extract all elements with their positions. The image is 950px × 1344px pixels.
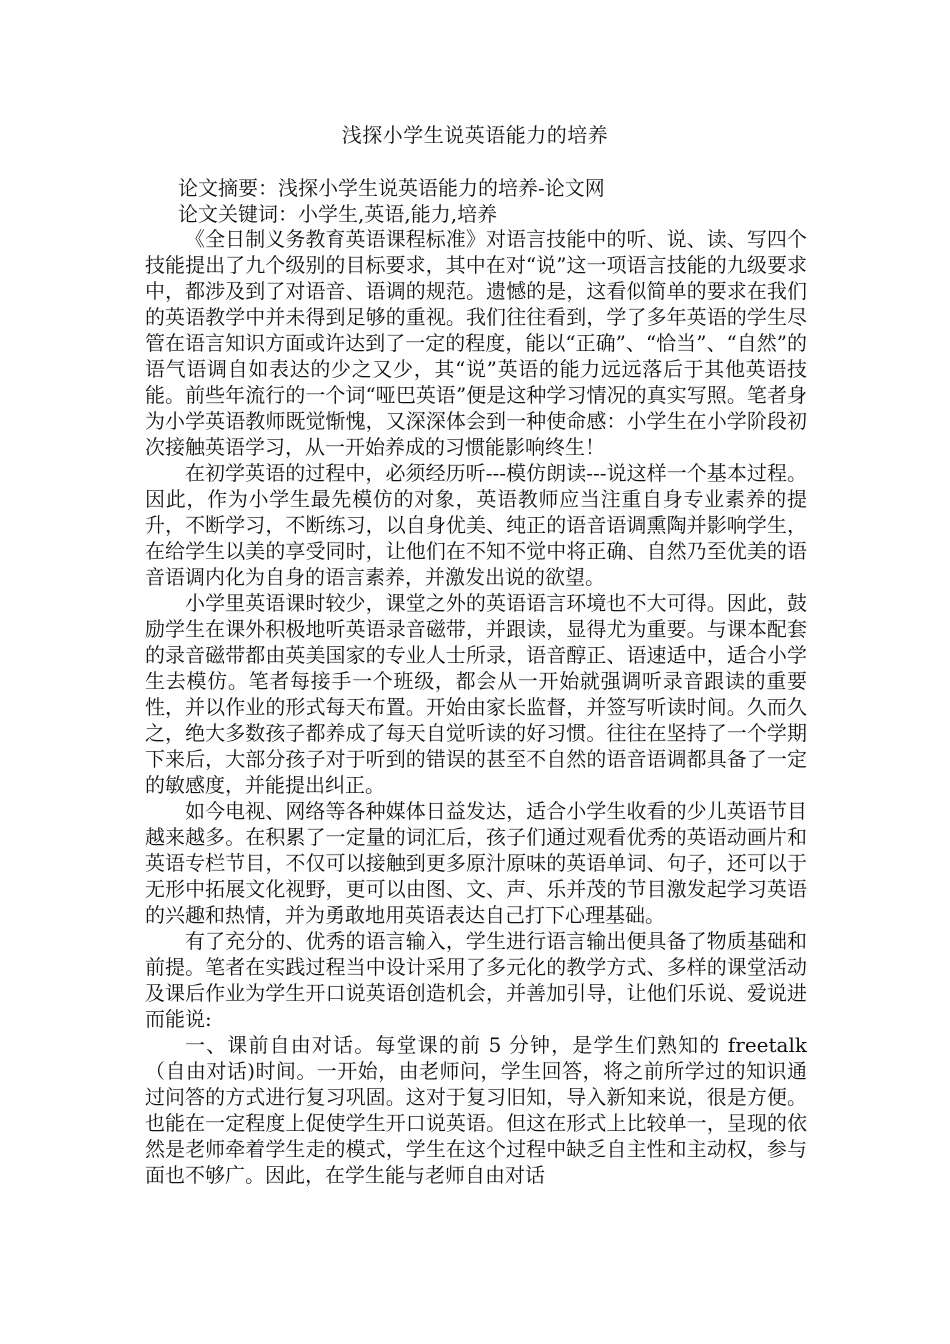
paragraph: 在初学英语的过程中，必须经历听---模仿朗读---说这样一个基本过程。因此，作为小学生最先模仿的对象，英语教师应当注重自身专业素养的提升，不断学习，不断练习，以自身优美、纯正的语音语调熏陶并影响学生，在给学生以美的享受同时，让他们在不知不觉中将正确、自然乃至优美的语音语调内化为自身的语言素养，并激发出说的欲望。 xyxy=(145,461,807,589)
paragraph: 《全日制义务教育英语课程标准》对语言技能中的听、说、读、写四个技能提出了九个级别的目标要求，其中在对“说”这一项语言技能的九级要求中，都涉及到了对语音、语调的规范。遗憾的是，这看似简单的要求在我们的英语教学中并未得到足够的重视。我们往往看到，学了多年英语的学生尽管在语言知识方面或许达到了一定的程度，能以“正确”、“恰当”、“自然”的语气语调自如表达的少之又少，其“说”英语的能力远远落后于其他英语技能。前些年流行的一个词“哑巴英语”便是这种学习情况的真实写照。笔者身为小学英语教师既觉惭愧，又深深体会到一种使命感：小学生在小学阶段初次接触英语学习，从一开始养成的习惯能影响终生！ xyxy=(145,227,807,459)
keywords-line: 论文关键词：小学生,英语,能力,培养 xyxy=(178,202,498,226)
paragraph: 小学里英语课时较少，课堂之外的英语语言环境也不大可得。因此，鼓励学生在课外积极地听英语录音磁带，并跟读，显得尤为重要。与课本配套的录音磁带都由英美国家的专业人士所录，语音醇正、语速适中，适合小学生去模仿。笔者每接手一个班级，都会从一开始就强调听录音跟读的重要性，并以作业的形式每天布置。开始由家长监督，并签写听读时间。久而久之，绝大多数孩子都养成了每天自觉听读的好习惯。往往在坚持了一个学期下来后，大部分孩子对于听到的错误的甚至不自然的语音语调都具备了一定的敏感度，并能提出纠正。 xyxy=(145,591,807,797)
paragraph: 有了充分的、优秀的语言输入，学生进行语言输出便具备了物质基础和前提。笔者在实践过程当中设计采用了多元化的教学方式、多样的课堂活动及课后作业为学生开口说英语创造机会，并善加引导，让他们乐说、爱说进而能说: xyxy=(145,929,807,1031)
paragraph: 如今电视、网络等各种媒体日益发达，适合小学生收看的少儿英语节目越来越多。在积累了一定量的词汇后，孩子们通过观看优秀的英语动画片和英语专栏节目，不仅可以接触到更多原汁原味的英语单词、句子，还可以于无形中拓展文化视野，更可以由图、文、声、乐并茂的节目激发起学习英语的兴趣和热情，并为勇敢地用英语表达自己打下心理基础。 xyxy=(145,799,807,927)
document-body xyxy=(145,226,807,1188)
paragraph: 一、课前自由对话。每堂课的前 5 分钟，是学生们熟知的 freetalk（自由对话)时间。一开始，由老师问，学生回答，将之前所学过的知识通过问答的方式进行复习巩固。这对于复习旧知，导入新知来说，很是方便。也能在一定程度上促使学生开口说英语。但这在形式上比较单一，呈现的依然是老师牵着学生走的模式，学生在这个过程中缺乏自主性和主动权，参与面也不够广。因此，在学生能与老师自由对话 xyxy=(145,1033,807,1187)
document-title: 浅探小学生说英语能力的培养 xyxy=(341,123,609,147)
abstract-line: 论文摘要：浅探小学生说英语能力的培养-论文网 xyxy=(178,176,605,200)
